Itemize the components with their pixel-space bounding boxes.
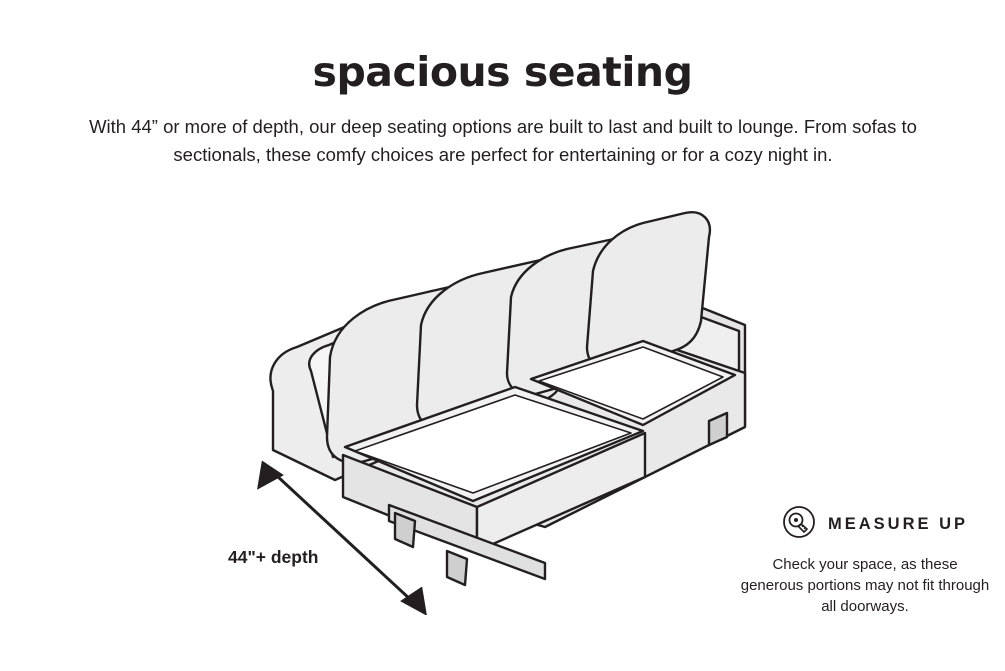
description-text: With 44” or more of depth, our deep seating options are built to last and built to lounge. From sofas to sectionals, these comfy choices are perfect for entertaining or for a cozy night in. bbox=[89, 116, 917, 165]
measure-up-callout bbox=[740, 505, 990, 617]
depth-dimension-label: 44"+ depth bbox=[228, 547, 319, 567]
measure-up-title: MEASURE UP bbox=[828, 515, 969, 533]
measure-up-note: Check your space, as these generous portions may not fit through all doorways. bbox=[740, 556, 990, 615]
measure-up-header bbox=[740, 505, 990, 544]
page-title: spacious seating bbox=[312, 48, 693, 96]
tape-measure-icon bbox=[782, 505, 816, 544]
